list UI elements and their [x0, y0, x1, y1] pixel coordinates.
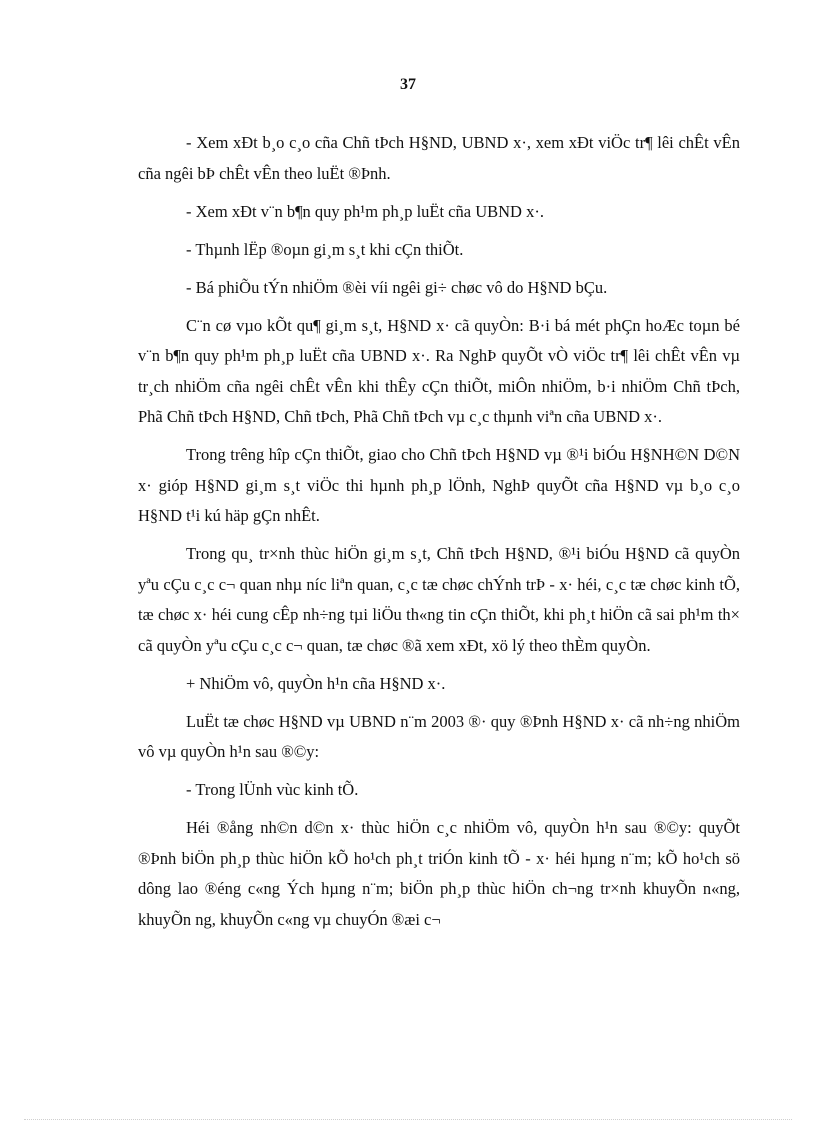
paragraph: LuËt tæ chøc H§ND vµ UBND n¨m 2003 ®· quy ®Þnh H§ND x· cã nh÷ng nhiÖm vô vµ quyÒn h¹n sau ®©y:: [138, 711, 740, 761]
paragraph: Héi ®ång nh©n d©n x· thùc hiÖn c¸c nhiÖm vô, quyÒn h¹n sau ®©y: quyÕt ®Þnh biÖn ph¸p thùc hiÖn kÕ ho¹ch ph¸t triÓn kinh tÕ - x· héi hµng n¨m; kÕ ho¹ch sö dông lao ®éng c«ng Ých hµng n¨m; biÖn ph¸p thùc hiÖn ch¬ng tr×nh khuyÕn n«ng, khuyÕn ng, khuyÕn c«ng vµ chuyÓn ®æi c¬: [138, 818, 740, 929]
paragraph: - Xem xÐt v¨n b¶n quy ph¹m ph¸p luËt cña UBND x·.: [186, 201, 544, 221]
page-number: 37: [400, 76, 416, 93]
paragraph: Trong trêng hîp cÇn thiÕt, giao cho Chñ tÞch H§ND vµ ®¹i biÓu H§NH©N D©N x· gióp H§ND gi¸m s¸t viÖc thi hµnh ph¸p lÖnh, NghÞ quyÕt cña H§ND vµ b¸o c¸o H§ND t¹i kú häp gÇn nhÊt.: [138, 445, 740, 525]
paragraph: - Xem xÐt b¸o c¸o cña Chñ tÞch H§ND, UBND x·, xem xÐt viÖc tr¶ lêi chÊt vÊn cña ngêi bÞ chÊt vÊn theo luËt ®Þnh.: [138, 133, 740, 183]
body-text: [138, 128, 740, 943]
paragraph: Trong qu¸ tr×nh thùc hiÖn gi¸m s¸t, Chñ tÞch H§ND, ®¹i biÓu H§ND cã quyÒn yªu cÇu c¸c c¬ quan nhµ níc liªn quan, c¸c tæ chøc chÝnh trÞ - x· héi, c¸c tæ chøc kinh tÕ, tæ chøc x· héi cung cÊp nh÷ng tµi liÖu th«ng tin cÇn thiÕt, khi ph¸t hiÖn cã sai ph¹m th× cã quyÒn yªu cÇu c¸c c¬ quan, tæ chøc ®ã xem xÐt, xö lý theo thÈm quyÒn.: [138, 544, 740, 655]
paragraph: - Bá phiÕu tÝn nhiÖm ®èi víi ngêi gi÷ chøc vô do H§ND bÇu.: [186, 277, 608, 297]
paragraph: + NhiÖm vô, quyÒn h¹n cña H§ND x·.: [186, 673, 446, 693]
paragraph: - Thµnh lËp ®oµn gi¸m s¸t khi cÇn thiÕt.: [186, 239, 464, 259]
paragraph: - Trong lÜnh vùc kinh tÕ.: [186, 780, 359, 799]
paragraph: C¨n cø vµo kÕt qu¶ gi¸m s¸t, H§ND x· cã quyÒn: B·i bá mét phÇn hoÆc toµn bé v¨n b¶n quy ph¹m ph¸p luËt cña UBND x·. Ra NghÞ quyÕt vÒ viÖc tr¶ lêi chÊt vÊn vµ tr¸ch nhiÖm cña ngêi chÊt vÊn khi thÊy cÇn thiÕt, miÔn nhiÖm, b·i nhiÖm Chñ tÞch, Phã Chñ tÞch H§ND, Chñ tÞch, Phã Chñ tÞch vµ c¸c thµnh viªn cña UBND x·.: [138, 315, 740, 426]
page-bottom-divider: [24, 1119, 792, 1120]
